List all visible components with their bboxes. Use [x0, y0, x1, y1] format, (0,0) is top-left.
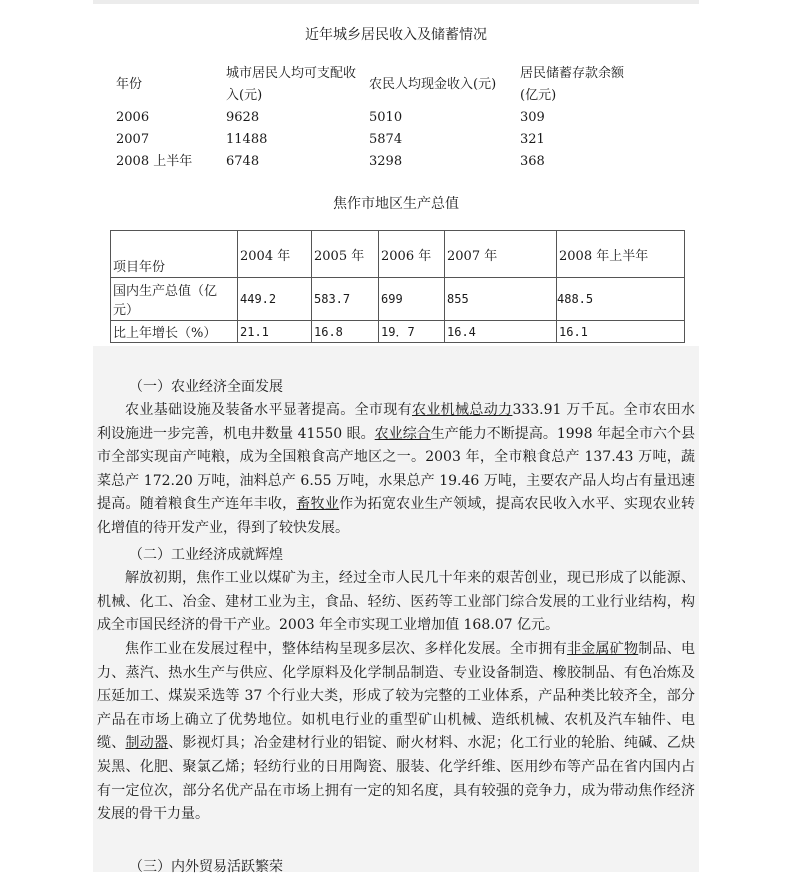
header-2007: 2007 年	[445, 231, 557, 278]
row-label-gdp: 国内生产总值（亿元）	[111, 278, 238, 321]
cell-urban-income: 11488	[226, 132, 268, 147]
table-row	[111, 278, 685, 321]
cell-value: 855	[445, 278, 557, 321]
table1-title: 近年城乡居民收入及储蓄情况	[305, 27, 487, 43]
header-2006: 2006 年	[379, 231, 445, 278]
header-2005: 2005 年	[312, 231, 379, 278]
cell-value: 16.1	[557, 321, 685, 343]
header-savings-line2: (亿元)	[520, 88, 557, 103]
cell-value: 16.8	[312, 321, 379, 343]
cell-year: 2006	[116, 110, 150, 125]
text-run: 、影视灯具；冶金建材行业的铝锭、耐火材料、水泥；化工行业的轮胎、纯碱、乙炔炭黑、化肥、聚氯乙烯；轻纺行业的日用陶瓷、服装、化学纤维、医用纱布等产品在省内国内占有一定位次，部分名优产品在市场上拥有一定的知名度，具有较强的竞争力，成为带动焦作经济发展的骨干力量。	[97, 735, 696, 823]
section2-paragraph2	[93, 638, 699, 827]
cell-year: 2007	[116, 132, 150, 147]
text-run: 333.91 万千瓦。全市农田水利设施进一步完善，机电井数量 41550 眼。	[97, 402, 696, 442]
cell-value: 19．7	[379, 321, 445, 343]
header-urban-income	[226, 63, 356, 107]
header-urban-income-line1: 城市居民人均可支配收	[226, 66, 357, 81]
cell-urban-income: 6748	[226, 154, 260, 169]
row-label-growth: 比上年增长（%）	[111, 321, 238, 343]
text-run: 作为拓宽农业生产领域，提高农民收入水平、实现农业转化增值的待开发产业，得到了较快发展。	[97, 496, 696, 536]
header-rural-income: 农民人均现金收入(元)	[369, 77, 497, 92]
header-2008-h1: 2008 年上半年	[557, 231, 685, 278]
header-urban-income-line2: 入(元)	[226, 88, 263, 103]
cell-value: 16.4	[445, 321, 557, 343]
header-year: 年份	[116, 77, 143, 92]
cell-value: 488.5	[557, 278, 685, 321]
section1-heading: （一）农业经济全面发展	[129, 379, 283, 395]
cell-rural-income: 5010	[369, 110, 403, 125]
cell-value: 21.1	[238, 321, 312, 343]
cell-rural-income: 5874	[369, 132, 403, 147]
table2-title: 焦作市地区生产总值	[333, 196, 459, 212]
text-run: 制品、电力、蒸汽、热水生产与供应、化学原料及化学制品制造、专业设备制造、橡胶制品、有色冶炼及压延加工、煤炭采选等 37 个行业大类，形成了较为完整的工业体系，产品种类比较齐全，部分产品在市场上确立了优势地位。如机电行业的重型矿山机械、造纸机械、农机及汽车轴件、电缆、	[97, 641, 696, 752]
header-savings	[520, 63, 624, 107]
cell-urban-income: 9628	[226, 110, 260, 125]
table-header-row	[111, 231, 685, 278]
cell-value: 583.7	[312, 278, 379, 321]
text-run: 焦作工业在发展过程中，整体结构呈现多层次、多样化发展。全市拥有	[125, 641, 567, 657]
cell-value: 699	[379, 278, 445, 321]
cell-year: 2008 上半年	[116, 154, 193, 169]
cell-rural-income: 3298	[369, 154, 403, 169]
section1-paragraph	[93, 399, 699, 541]
header-savings-line1: 居民储蓄存款余额	[520, 66, 625, 81]
cell-savings: 309	[520, 110, 545, 125]
section2-heading: （二）工业经济成就辉煌	[129, 547, 283, 563]
top-gray-strip	[93, 0, 699, 4]
section2-paragraph1: 解放初期，焦作工业以煤矿为主，经过全市人民几十年来的艰苦创业，现已形成了以能源、机械、化工、冶金、建材工业为主，食品、轻纺、医药等工业部门综合发展的工业行业结构，构成全市国民经济的骨干产业。2003 年全市实现工业增加值 168.07 亿元。	[97, 570, 695, 634]
animal-husbandry-link[interactable]: 畜牧业	[296, 496, 340, 513]
brake-link[interactable]: 制动器	[125, 735, 169, 752]
body-text-block	[93, 346, 699, 875]
agri-comprehensive-link[interactable]: 农业综合	[374, 425, 431, 442]
gdp-table	[110, 230, 685, 343]
agri-machinery-link[interactable]: 农业机械总动力	[411, 402, 513, 418]
nonmetal-mineral-link[interactable]: 非金属矿物	[566, 641, 639, 657]
header-2004: 2004 年	[238, 231, 312, 278]
text-run: 生产能力不断提高。1998 年起全市六个县市全部实现亩产吨粮，成为全国粮食高产地区之一。2003 年，全市粮食总产 137.43 万吨，蔬菜总产 172.20 万吨，油料总产 6.55 万吨，水果总产 19.46 万吨，主要农产品人均占有量迅速提高。随着粮食生产连年丰收，	[97, 425, 696, 513]
table-row	[111, 321, 685, 343]
cell-value: 449.2	[238, 278, 312, 321]
header-item-year: 项目年份	[111, 231, 238, 278]
section3-heading: （三）内外贸易活跃繁荣	[129, 859, 283, 875]
cell-savings: 368	[520, 154, 545, 169]
cell-savings: 321	[520, 132, 545, 147]
text-run: 农业基础设施及装备水平显著提高。全市现有	[125, 402, 412, 418]
